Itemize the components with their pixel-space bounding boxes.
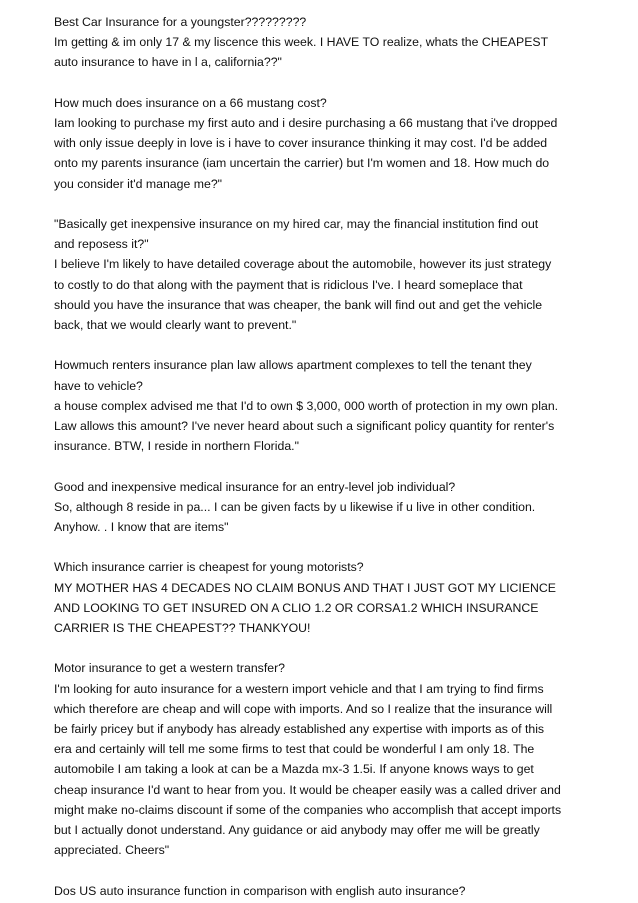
- qa-entry-8: [54, 881, 598, 901]
- qa-entry-6: [54, 557, 598, 638]
- answer-text: Im getting & im only 17 & my liscence this week. I HAVE TO realize, whats the CHEAPEST auto insurance to have in l a, california??": [54, 35, 549, 70]
- qa-entry-1: [54, 12, 598, 73]
- question-text: Howmuch renters insurance plan law allows apartment complexes to tell the tenant they have to vehicle?: [54, 358, 532, 393]
- answer-text: I believe I'm likely to have detailed coverage about the automobile, however its just strategy to costly to do that along with the payment that is ridiclous I've. I heard someplace that should you have the insurance that was cheaper, the bank will find out and get the vehicle back, that we would clearly want to prevent.": [54, 257, 552, 333]
- answer-text: a house complex advised me that I'd to own $ 3,000, 000 worth of protection in my own plan. Law allows this amount? I've never heard about such a significant policy quantity for renter's insurance. BTW, I reside in northern Florida.": [54, 398, 559, 454]
- question-text: How much does insurance on a 66 mustang cost?: [54, 95, 327, 110]
- qa-entry-4: [54, 355, 598, 456]
- qa-entry-3: [54, 214, 598, 335]
- question-text: Dos US auto insurance function in comparison with english auto insurance?: [54, 883, 466, 898]
- qa-entry-2: [54, 93, 598, 194]
- qa-entry-7: [54, 658, 598, 860]
- qa-entry-5: [54, 477, 598, 538]
- answer-text: I'm looking for auto insurance for a western import vehicle and that I am trying to find firms which therefore are cheap and will cope with imports. And so I realize that the insurance will be fairly pricey but if anybody has already established any expertise with imports as of this era and certainly will tell me some firms to test that could be wonderful I am only 18. The automobile I am taking a look at can be a Mazda mx-3 1.5i. If anyone knows ways to get cheap insurance I'd want to hear from you. It would be cheaper easily was a called driver and might make no-claims discount if some of the companies who accomplish that accept imports but I actually donot understand. Any guidance or aid anybody may offer me will be greatly appreciated. Cheers": [54, 681, 562, 858]
- question-text: Best Car Insurance for a youngster?????????: [54, 15, 307, 29]
- answer-text: So, although 8 reside in pa... I can be given facts by u likewise if u live in other condition. Anyhow. . I know that are items": [54, 499, 536, 535]
- question-text: "Basically get inexpensive insurance on my hired car, may the financial institution find out and reposess it?": [54, 217, 539, 252]
- question-text: Which insurance carrier is cheapest for young motorists?: [54, 560, 364, 575]
- answer-text: MY MOTHER HAS 4 DECADES NO CLAIM BONUS AND THAT I JUST GOT MY LICIENCE AND LOOKING TO GET INSURED ON A CLIO 1.2 OR CORSA1.2 WHICH INSURANCE CARRIER IS THE CHEAPEST?? THANKYOU!: [54, 580, 556, 636]
- question-text: Good and inexpensive medical insurance for an entry-level job individual?: [54, 479, 456, 494]
- question-text: Motor insurance to get a western transfer?: [54, 661, 286, 676]
- answer-text: Iam looking to purchase my first auto and i desire purchasing a 66 mustang that i've dropped with only issue deeply in love is i have to cover insurance thinking it may cost. I'd be added onto my parents insurance (iam uncertain the carrier) but I'm women and 18. How much do you consider it'd manage me?": [54, 116, 558, 191]
